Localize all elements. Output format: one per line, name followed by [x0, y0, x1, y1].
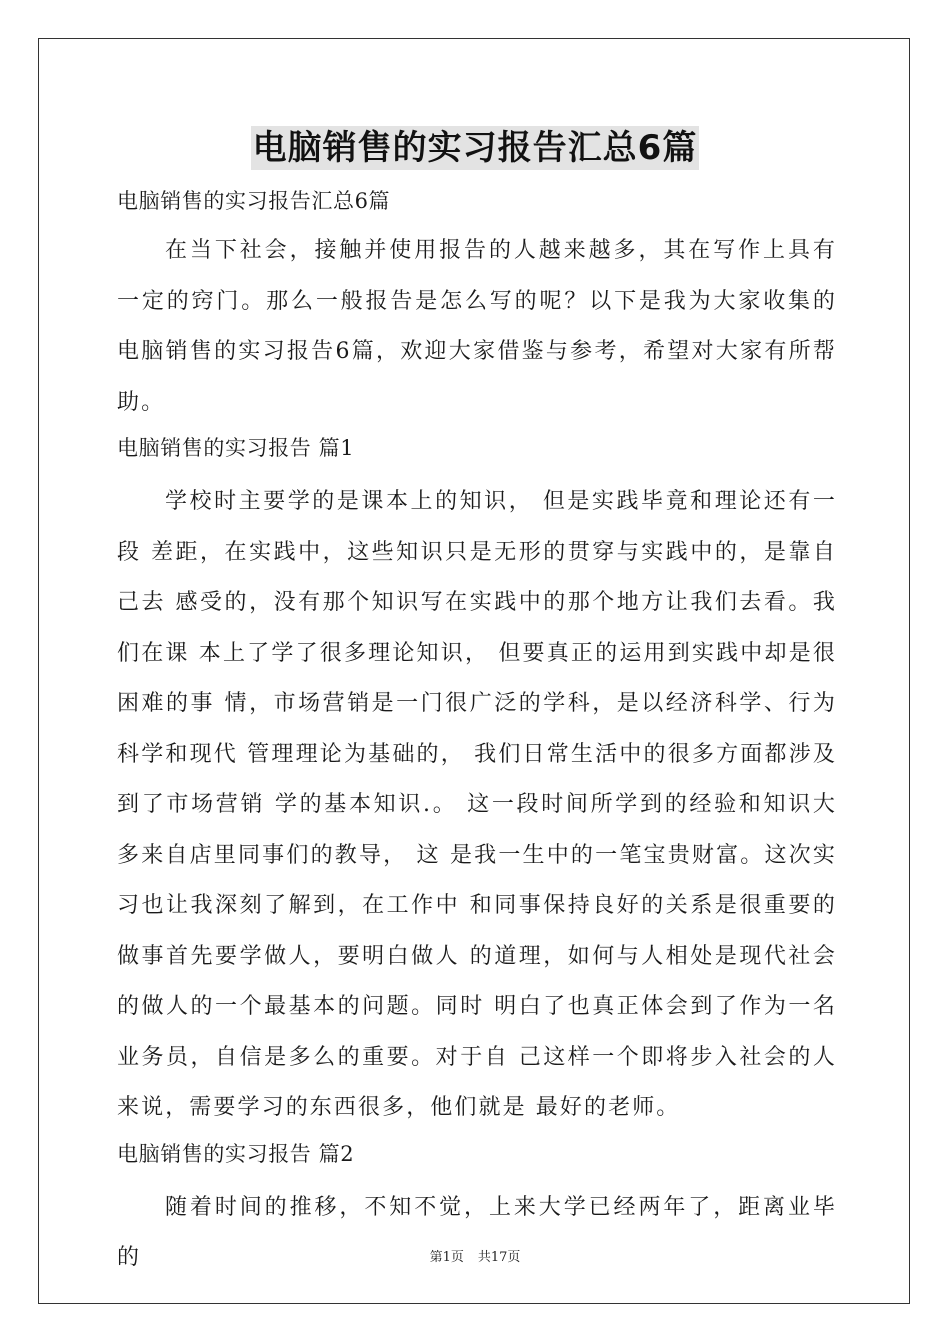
intro-paragraph: 在当下社会，接触并使用报告的人越来越多，其在写作上具有一定的窍门。那么一般报告是怎么写的呢？以下是我为大家收集的电脑销售的实习报告6篇，欢迎大家借鉴与参考，希望对大家有所帮助。: [117, 238, 837, 415]
document-subtitle: 电脑销售的实习报告汇总6篇: [117, 189, 391, 213]
section-body-1: 学校时主要学的是课本上的知识， 但是实践毕竟和理论还有一段 差距，在实践中，这些知识只是无形的贯穿与实践中的，是靠自己去 感受的，没有那个知识写在实践中的那个地方让我们去看。我们在课 本上了学了很多理论知识， 但要真正的运用到实践中却是很困难的事 情，市场营销是一门很广泛的学科，是以经济科学、行为科学和现代 管理理论为基础的， 我们日常生活中的很多方面都涉及到了市场营销 学的基本知识.。 这一段时间所学到的经验和知识大多来自店里同事们的教导， 这 是我一生中的一笔宝贵财富。这次实习也让我深刻了解到，在工作中 和同事保持良好的关系是很重要的做事首先要学做人，要明白做人 的道理，如何与人相处是现代社会的做人的一个最基本的问题。同时 明白了也真正体会到了作为一名业务员，自信是多么的重要。对于自 己这样一个即将步入社会的人来说，需要学习的东西很多，他们就是 最好的老师。: [117, 489, 837, 1120]
page-footer: [0, 1246, 950, 1265]
document-title-block: [0, 126, 950, 170]
section-heading-1: 电脑销售的实习报告 篇1: [117, 436, 355, 460]
document-body: [117, 183, 837, 1284]
section-body-2: 随着时间的推移，不知不觉，上来大学已经两年了，距离业毕的: [117, 1194, 837, 1270]
document-title: 电脑销售的实习报告汇总6篇: [252, 128, 698, 168]
page-total: 共17页: [477, 1250, 521, 1265]
section-heading-2: 电脑销售的实习报告 篇2: [117, 1141, 355, 1166]
page-number: 第1页: [429, 1250, 464, 1265]
